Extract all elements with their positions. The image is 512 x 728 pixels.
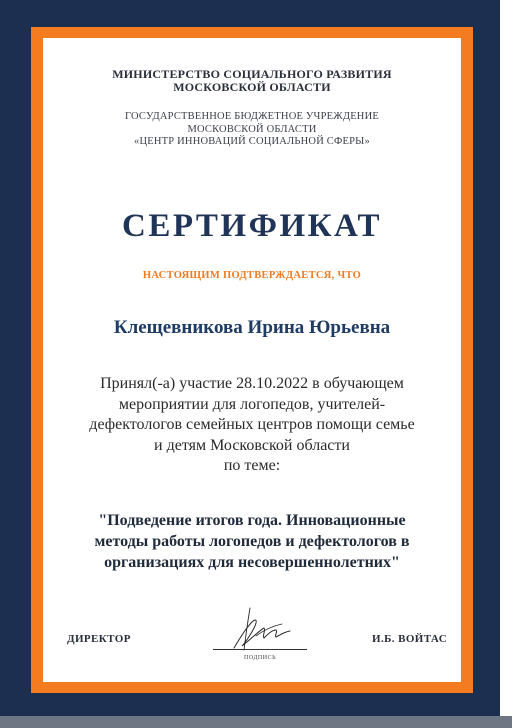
page-edge-bottom (0, 716, 512, 728)
event-topic (43, 510, 461, 573)
recipient-name: Клещевникова Ирина Юрьевна (113, 317, 391, 338)
ministry-line-1: МИНИСТЕРСТВО СОЦИАЛЬНОГО РАЗВИТИЯ (112, 67, 392, 81)
institution-heading (43, 111, 461, 149)
institution-line-2: МОСКОВСКОЙ ОБЛАСТИ (187, 123, 317, 135)
ministry-line-2: МОСКОВСКОЙ ОБЛАСТИ (173, 80, 331, 94)
certificate-title: СЕРТИФИКАТ (122, 208, 382, 244)
signature-line (213, 649, 307, 650)
director-name: И.Б. ВОЙТАС (372, 633, 448, 645)
topic-line-3: организациях для несовершеннолетних" (104, 554, 400, 571)
body-line-4: и детям Московской области (154, 436, 350, 454)
signature-caption: ПОДПИСЬ (243, 655, 277, 661)
topic-line-1: "Подведение итогов года. Инновационные (98, 512, 406, 529)
institution-line-3: «ЦЕНТР ИННОВАЦИЙ СОЦИАЛЬНОЙ СФЕРЫ» (134, 136, 370, 147)
body-line-3: дефектологов семейных центров помощи семье (89, 416, 415, 433)
certificate-subtitle: НАСТОЯЩИМ ПОДТВЕРЖДАЕТСЯ, ЧТО (142, 270, 362, 281)
body-line-5: по теме: (223, 457, 281, 474)
institution-line-1: ГОСУДАРСТВЕННОЕ БЮДЖЕТНОЕ УЧРЕЖДЕНИЕ (124, 111, 379, 122)
handwritten-signature (220, 600, 302, 656)
body-line-1: Принял(-а) участие 28.10.2022 в обучающем (100, 375, 404, 392)
page-edge-right (500, 0, 512, 716)
participation-text (43, 374, 461, 477)
ministry-heading (43, 68, 461, 94)
director-label: ДИРЕКТОР (67, 633, 131, 645)
body-line-2: мероприятии для логопедов, учителей- (118, 395, 386, 413)
topic-line-2: методы работы логопедов и дефектологов в (94, 533, 410, 550)
